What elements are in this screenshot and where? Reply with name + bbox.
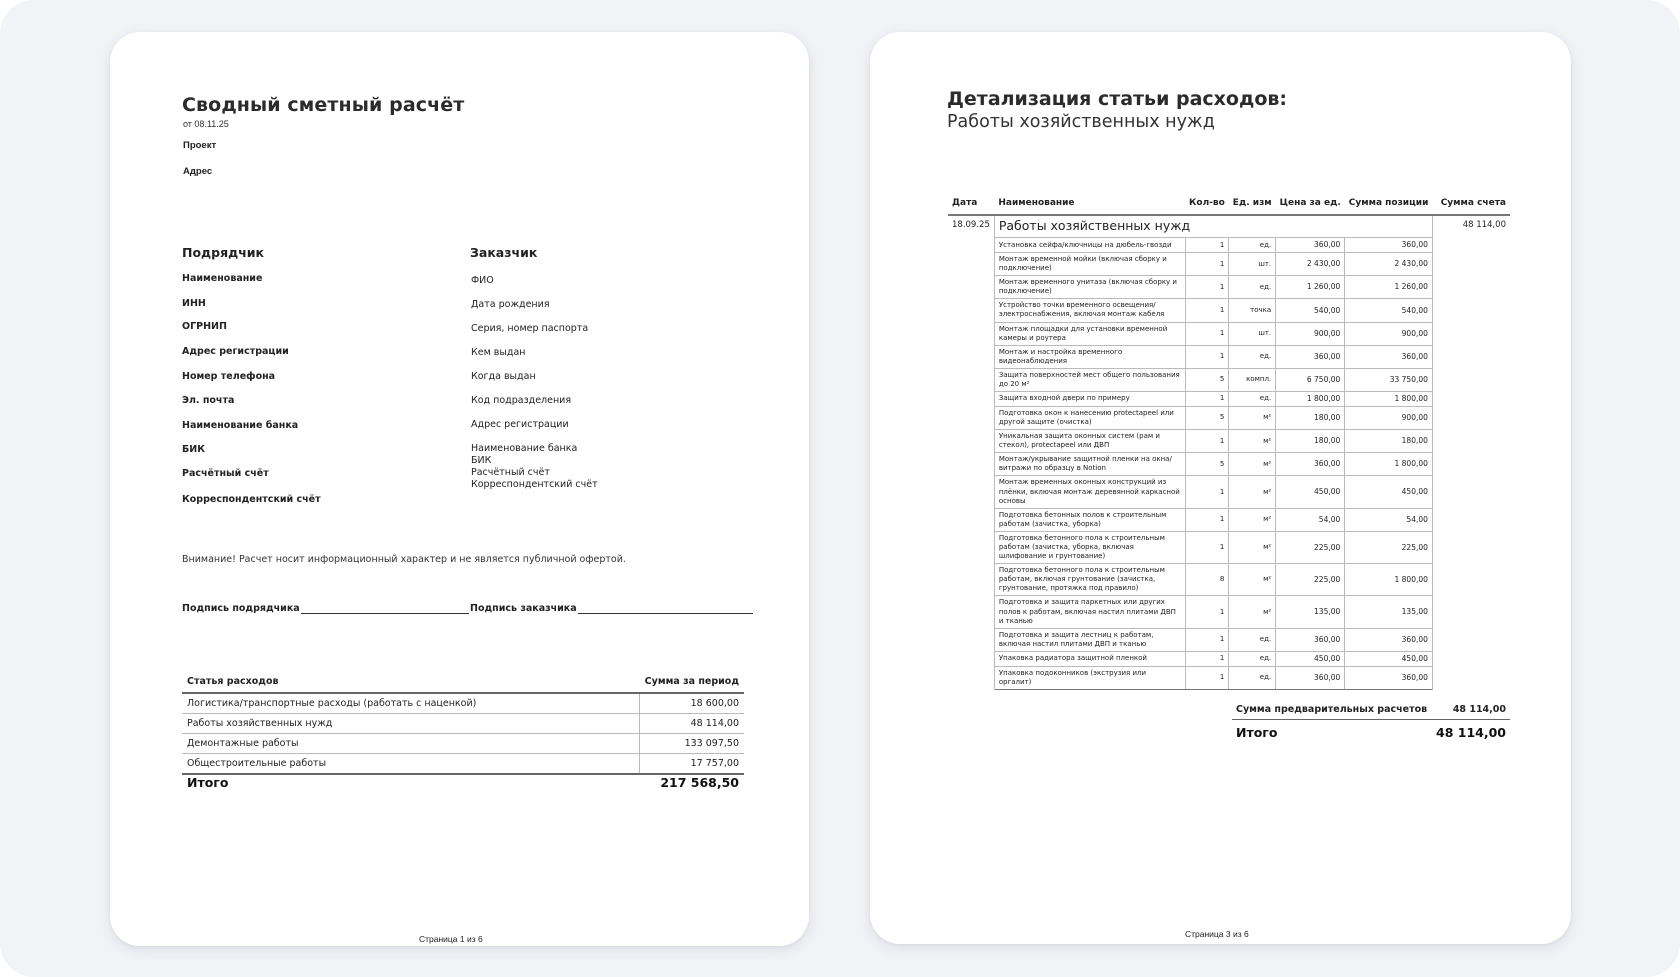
table-row [948, 666, 1510, 689]
expense-item: Логистика/транспортные расходы (работать с наценкой) [182, 693, 639, 714]
table-row [948, 238, 1510, 253]
item-unit: ед. [1229, 345, 1276, 368]
item-position-sum: 540,00 [1345, 299, 1433, 322]
item-qty: 1 [1185, 476, 1229, 508]
item-price: 225,00 [1276, 531, 1345, 563]
item-name: Устройство точки временного освещения/электроснабжения, включая монтаж кабеля [994, 299, 1185, 322]
table-row [948, 453, 1510, 476]
item-position-sum: 450,00 [1345, 651, 1433, 666]
item-qty: 5 [1185, 453, 1229, 476]
item-name: Защита поверхностей мест общего пользования до 20 м² [994, 368, 1185, 391]
item-unit: шт. [1229, 253, 1276, 276]
preliminary-sum-value: 48 114,00 [1452, 704, 1506, 715]
customer-signature [470, 603, 753, 614]
item-name: Подготовка и защита лестниц к работам, включая настил плитами ДВП и тканью [994, 628, 1185, 651]
expense-detail-page [870, 32, 1571, 944]
customer-field: Дата рождения [471, 299, 550, 310]
item-price: 180,00 [1276, 406, 1345, 429]
item-unit: м² [1229, 508, 1276, 531]
item-unit: м² [1229, 406, 1276, 429]
table-row [948, 392, 1510, 407]
item-unit: м² [1229, 564, 1276, 596]
item-position-sum: 225,00 [1345, 531, 1433, 563]
page-subtitle: Работы хозяйственных нужд [947, 112, 1215, 132]
column-header-name: Наименование [994, 198, 1185, 215]
contractor-field: ИНН [182, 298, 206, 309]
customer-field: Адрес регистрации [471, 419, 569, 430]
contractor-field: Наименование [182, 273, 263, 284]
expense-sum: 18 600,00 [639, 693, 744, 714]
item-price: 360,00 [1276, 628, 1345, 651]
item-name: Защита входной двери по примеру [994, 392, 1185, 407]
customer-bank-field: Расчётный счёт [471, 467, 550, 478]
table-row [948, 508, 1510, 531]
item-qty: 1 [1185, 508, 1229, 531]
item-name: Монтаж и настройка временного видеонаблюдения [994, 345, 1185, 368]
item-name: Подготовка и защита паркетных или других полов к работам, включая настил плитами ДВП и тканью [994, 596, 1185, 628]
customer-bank-field: БИК [471, 455, 492, 466]
item-name: Подготовка бетонного пола к строительным работам, включая грунтование (зачистка, грунтование, протяжка под правило) [994, 564, 1185, 596]
item-price: 450,00 [1276, 651, 1345, 666]
summary-estimate-page [110, 32, 809, 946]
column-header-sum: Сумма за период [639, 672, 744, 693]
expense-summary-table [182, 672, 744, 775]
item-qty: 1 [1185, 299, 1229, 322]
expense-sum: 17 757,00 [639, 754, 744, 775]
contractor-field: Эл. почта [182, 395, 235, 406]
item-qty: 1 [1185, 666, 1229, 689]
page-number: Страница 3 из 6 [1185, 929, 1249, 939]
table-row [182, 734, 744, 754]
table-row [948, 322, 1510, 345]
customer-heading: Заказчик [470, 245, 538, 260]
item-unit: ед. [1229, 238, 1276, 253]
item-position-sum: 900,00 [1345, 322, 1433, 345]
item-price: 6 750,00 [1276, 368, 1345, 391]
item-unit: ед. [1229, 392, 1276, 407]
table-row [182, 693, 744, 714]
customer-field: Когда выдан [471, 371, 536, 382]
item-position-sum: 180,00 [1345, 430, 1433, 453]
group-name: Работы хозяйственных нужд [994, 215, 1432, 238]
expense-sum: 48 114,00 [639, 714, 744, 734]
column-header-position-sum: Сумма позиции [1345, 198, 1433, 215]
item-name: Монтаж/укрывание защитной пленки на окна/витражи по образцу в Notion [994, 453, 1185, 476]
column-header-price: Цена за ед. [1276, 198, 1345, 215]
column-header-date: Дата [948, 198, 994, 215]
item-unit: шт. [1229, 322, 1276, 345]
table-row [948, 564, 1510, 596]
preliminary-sum-row [1232, 704, 1510, 720]
item-unit: точка [1229, 299, 1276, 322]
item-position-sum: 900,00 [1345, 406, 1433, 429]
table-row [182, 754, 744, 775]
item-unit: м² [1229, 430, 1276, 453]
item-name: Подготовка окон к нанесению protectapeel или другой защите (очистка) [994, 406, 1185, 429]
table-row [948, 476, 1510, 508]
item-unit: м² [1229, 476, 1276, 508]
customer-signature-label: Подпись заказчика [470, 603, 577, 614]
preliminary-sum-label: Сумма предварительных расчетов [1236, 704, 1428, 715]
item-name: Установка сейфа/ключницы на дюбель-гвозди [994, 238, 1185, 253]
table-row [948, 253, 1510, 276]
customer-bank-field: Корреспондентский счёт [471, 479, 598, 490]
item-qty: 1 [1185, 651, 1229, 666]
item-unit: ед. [1229, 666, 1276, 689]
project-label: Проект [183, 140, 217, 151]
item-unit: ед. [1229, 628, 1276, 651]
item-unit: м² [1229, 596, 1276, 628]
item-price: 900,00 [1276, 322, 1345, 345]
document-date: от 08.11.25 [183, 119, 229, 129]
item-price: 54,00 [1276, 508, 1345, 531]
detail-total-row [1232, 725, 1510, 740]
total-value: 217 568,50 [660, 775, 739, 790]
table-row [948, 531, 1510, 563]
item-qty: 1 [1185, 628, 1229, 651]
table-row [948, 651, 1510, 666]
group-row [948, 215, 1510, 238]
expense-detail-table [948, 198, 1510, 690]
disclaimer-notice: Внимание! Расчет носит информационный характер и не является публичной офертой. [182, 554, 626, 565]
total-label: Итого [187, 775, 229, 790]
contractor-field: Номер телефона [182, 371, 276, 382]
item-position-sum: 360,00 [1345, 628, 1433, 651]
item-position-sum: 33 750,00 [1345, 368, 1433, 391]
item-name: Монтаж временной мойки (включая сборку и подключение) [994, 253, 1185, 276]
customer-field: Кем выдан [471, 347, 526, 358]
contractor-signature [182, 603, 469, 614]
table-row [948, 299, 1510, 322]
contractor-heading: Подрядчик [182, 245, 265, 260]
item-unit: ед. [1229, 276, 1276, 299]
page-title: Сводный сметный расчёт [182, 94, 465, 116]
table-row [948, 430, 1510, 453]
item-unit: м² [1229, 531, 1276, 563]
item-price: 450,00 [1276, 476, 1345, 508]
signature-line [301, 604, 469, 614]
address-label: Адрес [183, 166, 213, 177]
item-position-sum: 2 430,00 [1345, 253, 1433, 276]
group-date: 18.09.25 [948, 215, 994, 689]
contractor-field: Корреспондентский счёт [182, 494, 321, 505]
item-qty: 1 [1185, 238, 1229, 253]
item-price: 180,00 [1276, 430, 1345, 453]
item-qty: 1 [1185, 430, 1229, 453]
item-qty: 1 [1185, 322, 1229, 345]
item-qty: 1 [1185, 531, 1229, 563]
item-position-sum: 450,00 [1345, 476, 1433, 508]
item-name: Упаковка радиатора защитной пленкой [994, 651, 1185, 666]
customer-field: Серия, номер паспорта [471, 323, 589, 334]
table-row [948, 406, 1510, 429]
table-header-row [948, 198, 1510, 215]
item-qty: 1 [1185, 345, 1229, 368]
item-price: 360,00 [1276, 453, 1345, 476]
column-header-item: Статья расходов [182, 672, 639, 693]
expense-sum: 133 097,50 [639, 734, 744, 754]
item-price: 360,00 [1276, 345, 1345, 368]
item-qty: 1 [1185, 596, 1229, 628]
table-row [182, 714, 744, 734]
customer-field: ФИО [471, 275, 494, 286]
item-price: 1 260,00 [1276, 276, 1345, 299]
customer-field: Код подразделения [471, 395, 572, 406]
item-qty: 1 [1185, 392, 1229, 407]
contractor-field: Адрес регистрации [182, 346, 289, 357]
item-position-sum: 360,00 [1345, 666, 1433, 689]
contractor-field: ОГРНИП [182, 321, 227, 332]
table-row [948, 628, 1510, 651]
column-header-unit: Ед. изм [1229, 198, 1276, 215]
item-price: 1 800,00 [1276, 392, 1345, 407]
page-title: Детализация статьи расходов: [947, 88, 1288, 110]
table-header-row [182, 672, 744, 693]
item-price: 225,00 [1276, 564, 1345, 596]
item-position-sum: 1 260,00 [1345, 276, 1433, 299]
expense-item: Работы хозяйственных нужд [182, 714, 639, 734]
item-position-sum: 1 800,00 [1345, 453, 1433, 476]
page-number: Страница 1 из 6 [419, 934, 483, 944]
item-position-sum: 1 800,00 [1345, 564, 1433, 596]
table-row [948, 345, 1510, 368]
item-qty: 1 [1185, 253, 1229, 276]
expense-item: Общестроительные работы [182, 754, 639, 775]
item-price: 540,00 [1276, 299, 1345, 322]
column-header-account-sum: Сумма счета [1432, 198, 1510, 215]
item-qty: 8 [1185, 564, 1229, 596]
item-qty: 5 [1185, 368, 1229, 391]
group-account-sum: 48 114,00 [1432, 215, 1510, 689]
item-name: Монтаж временного унитаза (включая сборку и подключение) [994, 276, 1185, 299]
item-position-sum: 54,00 [1345, 508, 1433, 531]
item-position-sum: 135,00 [1345, 596, 1433, 628]
column-header-qty: Кол-во [1185, 198, 1229, 215]
contractor-signature-label: Подпись подрядчика [182, 603, 300, 614]
item-position-sum: 360,00 [1345, 238, 1433, 253]
total-value: 48 114,00 [1436, 725, 1506, 740]
item-price: 2 430,00 [1276, 253, 1345, 276]
item-qty: 5 [1185, 406, 1229, 429]
item-unit: ед. [1229, 651, 1276, 666]
total-label: Итого [1236, 725, 1278, 740]
item-price: 360,00 [1276, 238, 1345, 253]
item-name: Уникальная защита оконных систем (рам и стекол), protectapeel или ДВП [994, 430, 1185, 453]
contractor-field: БИК [182, 444, 205, 455]
expense-item: Демонтажные работы [182, 734, 639, 754]
customer-bank-field: Наименование банка [471, 443, 578, 454]
table-row [948, 368, 1510, 391]
item-name: Монтаж площадки для установки временной камеры и роутера [994, 322, 1185, 345]
table-row [948, 596, 1510, 628]
item-unit: компл. [1229, 368, 1276, 391]
contractor-field: Наименование банка [182, 420, 299, 431]
item-position-sum: 1 800,00 [1345, 392, 1433, 407]
item-unit: м² [1229, 453, 1276, 476]
item-name: Подготовка бетонного пола к строительным работам (зачистка, уборка, включая шлифование и грунтование) [994, 531, 1185, 563]
table-row [948, 276, 1510, 299]
item-qty: 1 [1185, 276, 1229, 299]
item-name: Подготовка бетонных полов к строительным работам (зачистка, уборка) [994, 508, 1185, 531]
item-position-sum: 360,00 [1345, 345, 1433, 368]
item-price: 135,00 [1276, 596, 1345, 628]
summary-total-row [182, 775, 744, 790]
item-name: Монтаж временных оконных конструкций из плёнки, включая монтаж деревянной каркасной основы [994, 476, 1185, 508]
item-price: 360,00 [1276, 666, 1345, 689]
signature-line [578, 604, 753, 614]
item-name: Упаковка подоконников (экструзия или оргалит) [994, 666, 1185, 689]
contractor-field: Расчётный счёт [182, 468, 269, 479]
